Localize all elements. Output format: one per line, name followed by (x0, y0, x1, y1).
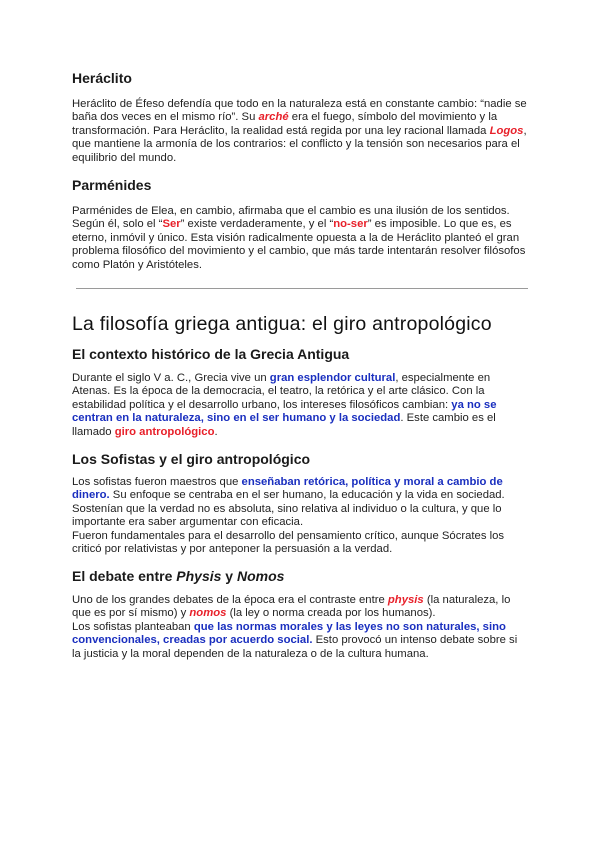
debate-text-5: Esto provocó un intenso debate sobre si la justicia y la moral dependen de la naturaleza o de la cultura humana. (72, 634, 518, 660)
naturaleza-highlight: ya no se centran en la naturaleza, sino en el ser humano y la sociedad (72, 398, 497, 425)
parmenides-text-3: ” es imposible. Lo que es, es eterno, inmóvil y único. Esta visión radicalmente opuesta a la de Heráclito planteó el gran problema filosófico del movimiento y el cambio, que más tarde intentarán resolver filósofos como Platón y Aristóteles. (72, 218, 526, 271)
debate-title-nomos: Nomos (236, 568, 285, 584)
contexto-text-4: . (214, 425, 218, 438)
physis-term: physis (387, 594, 424, 606)
debate-paragraph-2 (72, 621, 528, 661)
section-contexto (72, 346, 528, 362)
heraclito-text-1: Heráclito de Éfeso defendía que todo en la naturaleza está en constante cambio: “nadie se baña dos veces en el mismo río”. Su (72, 98, 527, 124)
contexto-paragraph (72, 372, 528, 439)
logos-term: Logos (489, 124, 524, 137)
heraclito-text-3: , que mantiene la armonía de los contrarios: el conflicto y la tensión son necesarios para el equilibrio del mundo. (72, 124, 527, 164)
debate-body (72, 594, 528, 661)
nomos-term: nomos (189, 607, 227, 620)
contexto-text-1: Durante el siglo V a. C., Grecia vive un (72, 372, 270, 384)
contexto-heading: El contexto histórico de la Grecia Antigua (72, 346, 350, 362)
debate-title-physis: Physis (176, 568, 222, 584)
section-heraclito (72, 70, 528, 86)
sofistas-text-2: Su enfoque se centraba en el ser humano, la educación y la vida en sociedad. Sostenían que la verdad no es absoluta, sino relativa al individuo o la cultura, y que lo importante era saber argumentar con eficacia. (72, 489, 505, 529)
giro-term: giro antropológico (114, 425, 215, 438)
parmenides-text-1: Parménides de Elea, en cambio, afirmaba que el cambio es una ilusión de los sentidos. Según él, solo el “ (72, 205, 510, 231)
ensenaban-highlight: enseñaban retórica, política y moral a cambio de dinero. (72, 476, 503, 502)
contexto-text-3: . Este cambio es el llamado (72, 412, 496, 438)
horizontal-divider (76, 288, 528, 289)
parmenides-body (72, 205, 528, 272)
sofistas-paragraph-1 (72, 476, 528, 530)
contexto-body (72, 372, 528, 439)
debate-text-4: Los sofistas planteaban (72, 620, 194, 633)
contexto-text-2: , especialmente en Atenas. Es la época de la democracia, el teatro, la retórica y el arte clásico. Con la estabilidad política y el desarrollo urbano, los intereses filosóficos cambian: (72, 372, 491, 411)
main-title: La filosofía griega antigua: el giro antropológico (72, 313, 492, 335)
noser-term: no-ser (333, 218, 368, 231)
debate-text-1: Uno de los grandes debates de la época era el contraste entre (72, 594, 388, 606)
sofistas-heading: Los Sofistas y el giro antropológico (72, 451, 311, 467)
sofistas-body (72, 476, 528, 556)
heraclito-body (72, 98, 528, 165)
sofistas-text-1: Los sofistas fueron maestros que (72, 476, 242, 488)
heraclito-paragraph (72, 98, 528, 165)
section-parmenides (72, 177, 528, 193)
sofistas-paragraph-2: Fueron fundamentales para el desarrollo del pensamiento crítico, aunque Sócrates los criticó por relativistas y por anteponer la persuasión a la verdad. (72, 529, 505, 556)
parmenides-paragraph (72, 205, 528, 272)
section-sofistas (72, 451, 528, 467)
esplendor-highlight: gran esplendor cultural (269, 372, 396, 384)
debate-text-2: (la naturaleza, lo que es por sí mismo) y (72, 594, 511, 620)
ser-term: Ser (162, 218, 181, 231)
normas-highlight: que las normas morales y las leyes no son naturales, sino convencionales, creadas por acuerdo social. (72, 620, 506, 647)
debate-title-pre: El debate entre (72, 568, 177, 584)
parmenides-heading: Parménides (72, 177, 152, 193)
main-title-block (72, 313, 528, 336)
debate-paragraph-1 (72, 594, 528, 621)
debate-title-mid: y (221, 568, 237, 584)
heraclito-heading: Heráclito (72, 70, 132, 86)
section-debate (72, 568, 528, 584)
arche-term: arché (258, 111, 289, 124)
debate-heading (72, 568, 528, 584)
parmenides-text-2: ” existe verdaderamente, y el “ (180, 218, 334, 231)
debate-text-3: (la ley o norma creada por los humanos). (226, 607, 436, 620)
heraclito-text-2: era el fuego, símbolo del movimiento y la transformación. Para Heráclito, la realidad está regida por una ley racional llamada (72, 111, 498, 137)
